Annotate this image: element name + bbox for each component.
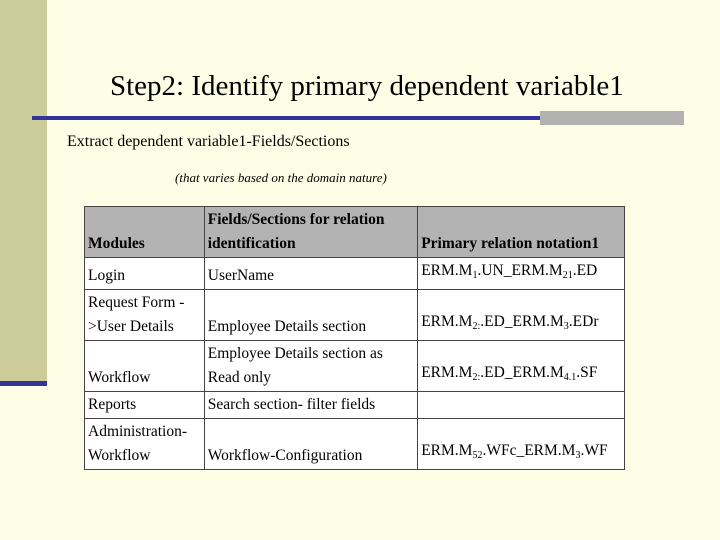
table-row [85, 258, 625, 290]
cell-module: Administration- Workflow [85, 419, 205, 470]
left-accent-tick [0, 381, 47, 386]
title-rule [32, 116, 540, 120]
header-modules: Modules [85, 207, 205, 258]
table-row [85, 290, 625, 341]
left-accent-bar [0, 0, 47, 381]
cell-fields: Employee Details section [204, 290, 417, 341]
slide-title: Step2: Identify primary dependent variable1 [110, 70, 624, 102]
cell-notation: $ERM.M_1.UN\_ERM.M_{21}.ED$ [418, 258, 625, 290]
title-rule-accent [540, 111, 684, 125]
table-row [85, 392, 625, 419]
relation-table [84, 206, 625, 470]
table-header-row [85, 207, 625, 258]
cell-notation [418, 392, 625, 419]
cell-module: Request Form - >User Details [85, 290, 205, 341]
cell-module: Workflow [85, 341, 205, 392]
cell-module: Reports [85, 392, 205, 419]
cell-fields: Search section- filter fields [204, 392, 417, 419]
table-row [85, 341, 625, 392]
table-row [85, 419, 625, 470]
cell-notation: $ERM.M_{2:}.ED\_ERM.M_{4.1}.SF$ [418, 341, 625, 392]
slide-note: (that varies based on the domain nature) [175, 170, 387, 185]
slide-subtitle: Extract dependent variable1-Fields/Sections [67, 133, 350, 150]
cell-fields: UserName [204, 258, 417, 290]
header-notation: Primary relation notation1 [418, 207, 625, 258]
header-fields: Fields/Sections for relation identification [204, 207, 417, 258]
cell-fields: Employee Details section as Read only [204, 341, 417, 392]
cell-module: Login [85, 258, 205, 290]
cell-fields: Workflow-Configuration [204, 419, 417, 470]
cell-notation: $ERM.M_{52}.WFc\_ERM.M_3.WF$ [418, 419, 625, 470]
cell-notation: $ERM.M_{2:}.ED\_ERM.M_3.EDr$ [418, 290, 625, 341]
